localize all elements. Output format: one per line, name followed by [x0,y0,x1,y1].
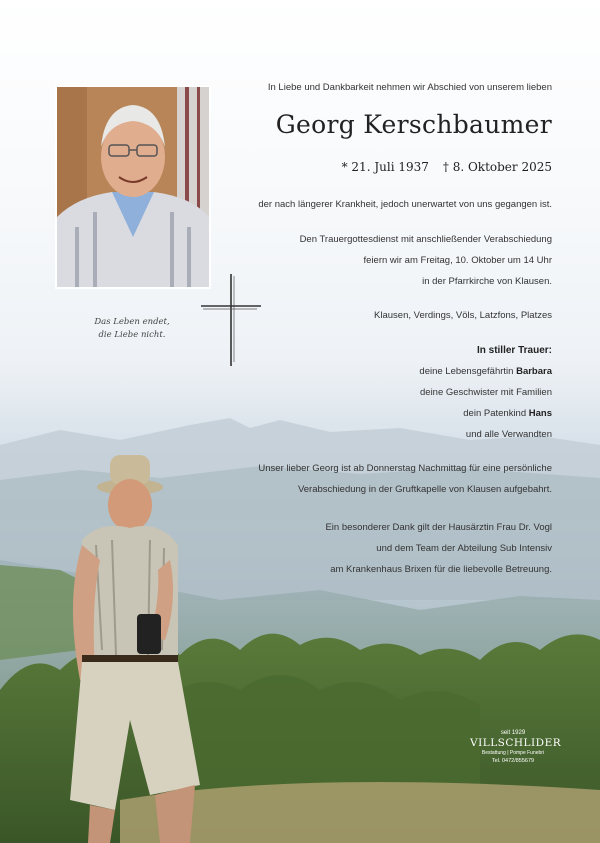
portrait-photo [55,85,211,289]
mourner-relatives: und alle Verwandten [465,429,552,440]
mourner-godchild [419,403,552,424]
mourners-heading: In stiller Trauer: [476,345,552,356]
godchild-name: Hans [528,408,552,419]
service-line-2: feiern wir am Freitag, 10. Oktober um 14 Uhr [363,255,552,266]
motto-line-1: Das Leben endet, [94,317,170,327]
viewing-line-1: Unser lieber Georg ist ab Donnerstag Nachmittag für eine persönliche [258,463,552,474]
cross-icon [199,272,263,368]
spouse-prefix: deine Lebensgefährtin [419,366,517,377]
logo-brand: VILLSCHLIDER [470,737,562,749]
logo-phone: Tel. 0472/855679 [491,758,535,764]
thanks-line-3: am Krankenhaus Brixen für die liebevolle Betreuung. [330,564,552,575]
viewing-info [258,458,552,500]
service-info [300,229,552,292]
places: Klausen, Verdings, Völs, Latzfons, Platzes [374,310,552,321]
thanks-note [325,517,552,580]
viewing-line-2: Verabschiedung in der Gruftkapelle von Klausen aufgebahrt. [297,484,552,495]
deceased-name: Georg Kerschbaumer [275,110,552,139]
intro-text: In Liebe und Dankbarkeit nehmen wir Abschied von unserem lieben [267,82,552,93]
motto [70,316,194,342]
service-line-1: Den Trauergottesdienst mit anschließender Verabschiedung [299,234,552,245]
funeral-home-logo [470,729,562,765]
spouse-name: Barbara [516,366,552,377]
mourners-list [419,340,552,445]
mourner-spouse [419,361,552,382]
mourner-siblings: deine Geschwister mit Familien [420,387,552,398]
motto-line-2: die Liebe nicht. [98,330,166,340]
death-date: † 8. Oktober 2025 [442,160,552,174]
portrait-illustration [57,87,209,287]
service-line-3: in der Pfarrkirche von Klausen. [422,276,552,287]
logo-since: seit 1929 [500,730,526,736]
logo-subtitle: Bestattung | Pompe Funebri [481,750,545,756]
godchild-prefix: dein Patenkind [463,408,529,419]
thanks-line-1: Ein besonderer Dank gilt der Hausärztin Frau Dr. Vogl [325,522,552,533]
life-dates [342,160,552,174]
passing-note: der nach längerer Krankheit, jedoch unerwartet von uns gegangen ist. [258,199,552,210]
birth-date: * 21. Juli 1937 [341,160,429,174]
thanks-line-2: und dem Team der Abteilung Sub Intensiv [376,543,552,554]
